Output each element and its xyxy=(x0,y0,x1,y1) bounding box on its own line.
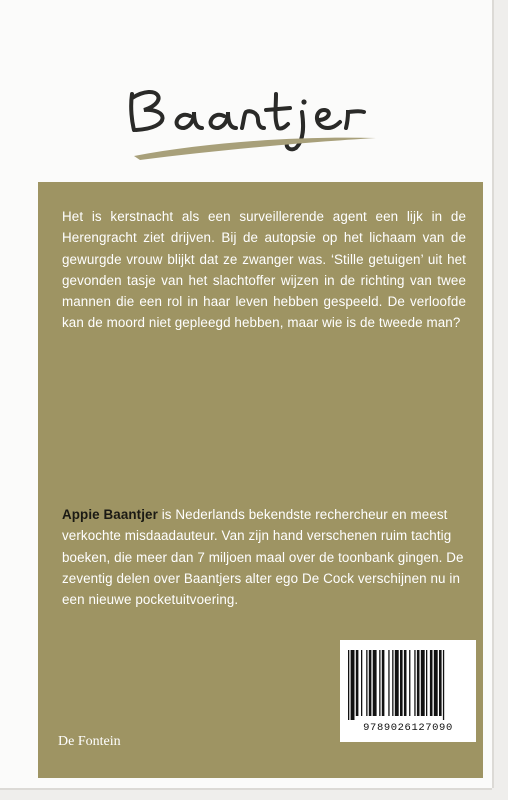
barcode-icon xyxy=(348,650,468,720)
author-bio xyxy=(62,504,466,610)
author-name: Appie Baantjer xyxy=(62,507,158,522)
author-bio-text: is Nederlands bekendste rechercheur en meest verkochte misdaadauteur. Van zijn hand verschenen ruim tachtig boeken, die meer dan 7 miljoen maal over de toonbank gingen. De zeventig delen over Baantjers alter ego De Cock verschijnen nu in een nieuwe pocketuitvoering. xyxy=(62,507,464,608)
publisher-name: De Fontein xyxy=(58,734,121,749)
barcode xyxy=(340,640,476,742)
logo-signature-icon xyxy=(118,72,388,172)
author-logo xyxy=(118,72,388,172)
isbn-number: 9789026127090 xyxy=(363,722,453,734)
text-panel xyxy=(38,182,483,778)
blurb-text: Het is kerstnacht als een surveillerende agent een lijk in de Herengracht ziet drijven. Bij de autopsie op het lichaam van de gewurgde vrouw blijkt dat ze zwanger was. ‘Stille getuigen’ uit het gevonden tasje van het slachtoffer wijzen in de richting van twee mannen die een rol in haar leven hebben gespeeld. De verloofde kan de moord niet gepleegd hebben, maar wie is de tweede man? xyxy=(62,209,466,331)
